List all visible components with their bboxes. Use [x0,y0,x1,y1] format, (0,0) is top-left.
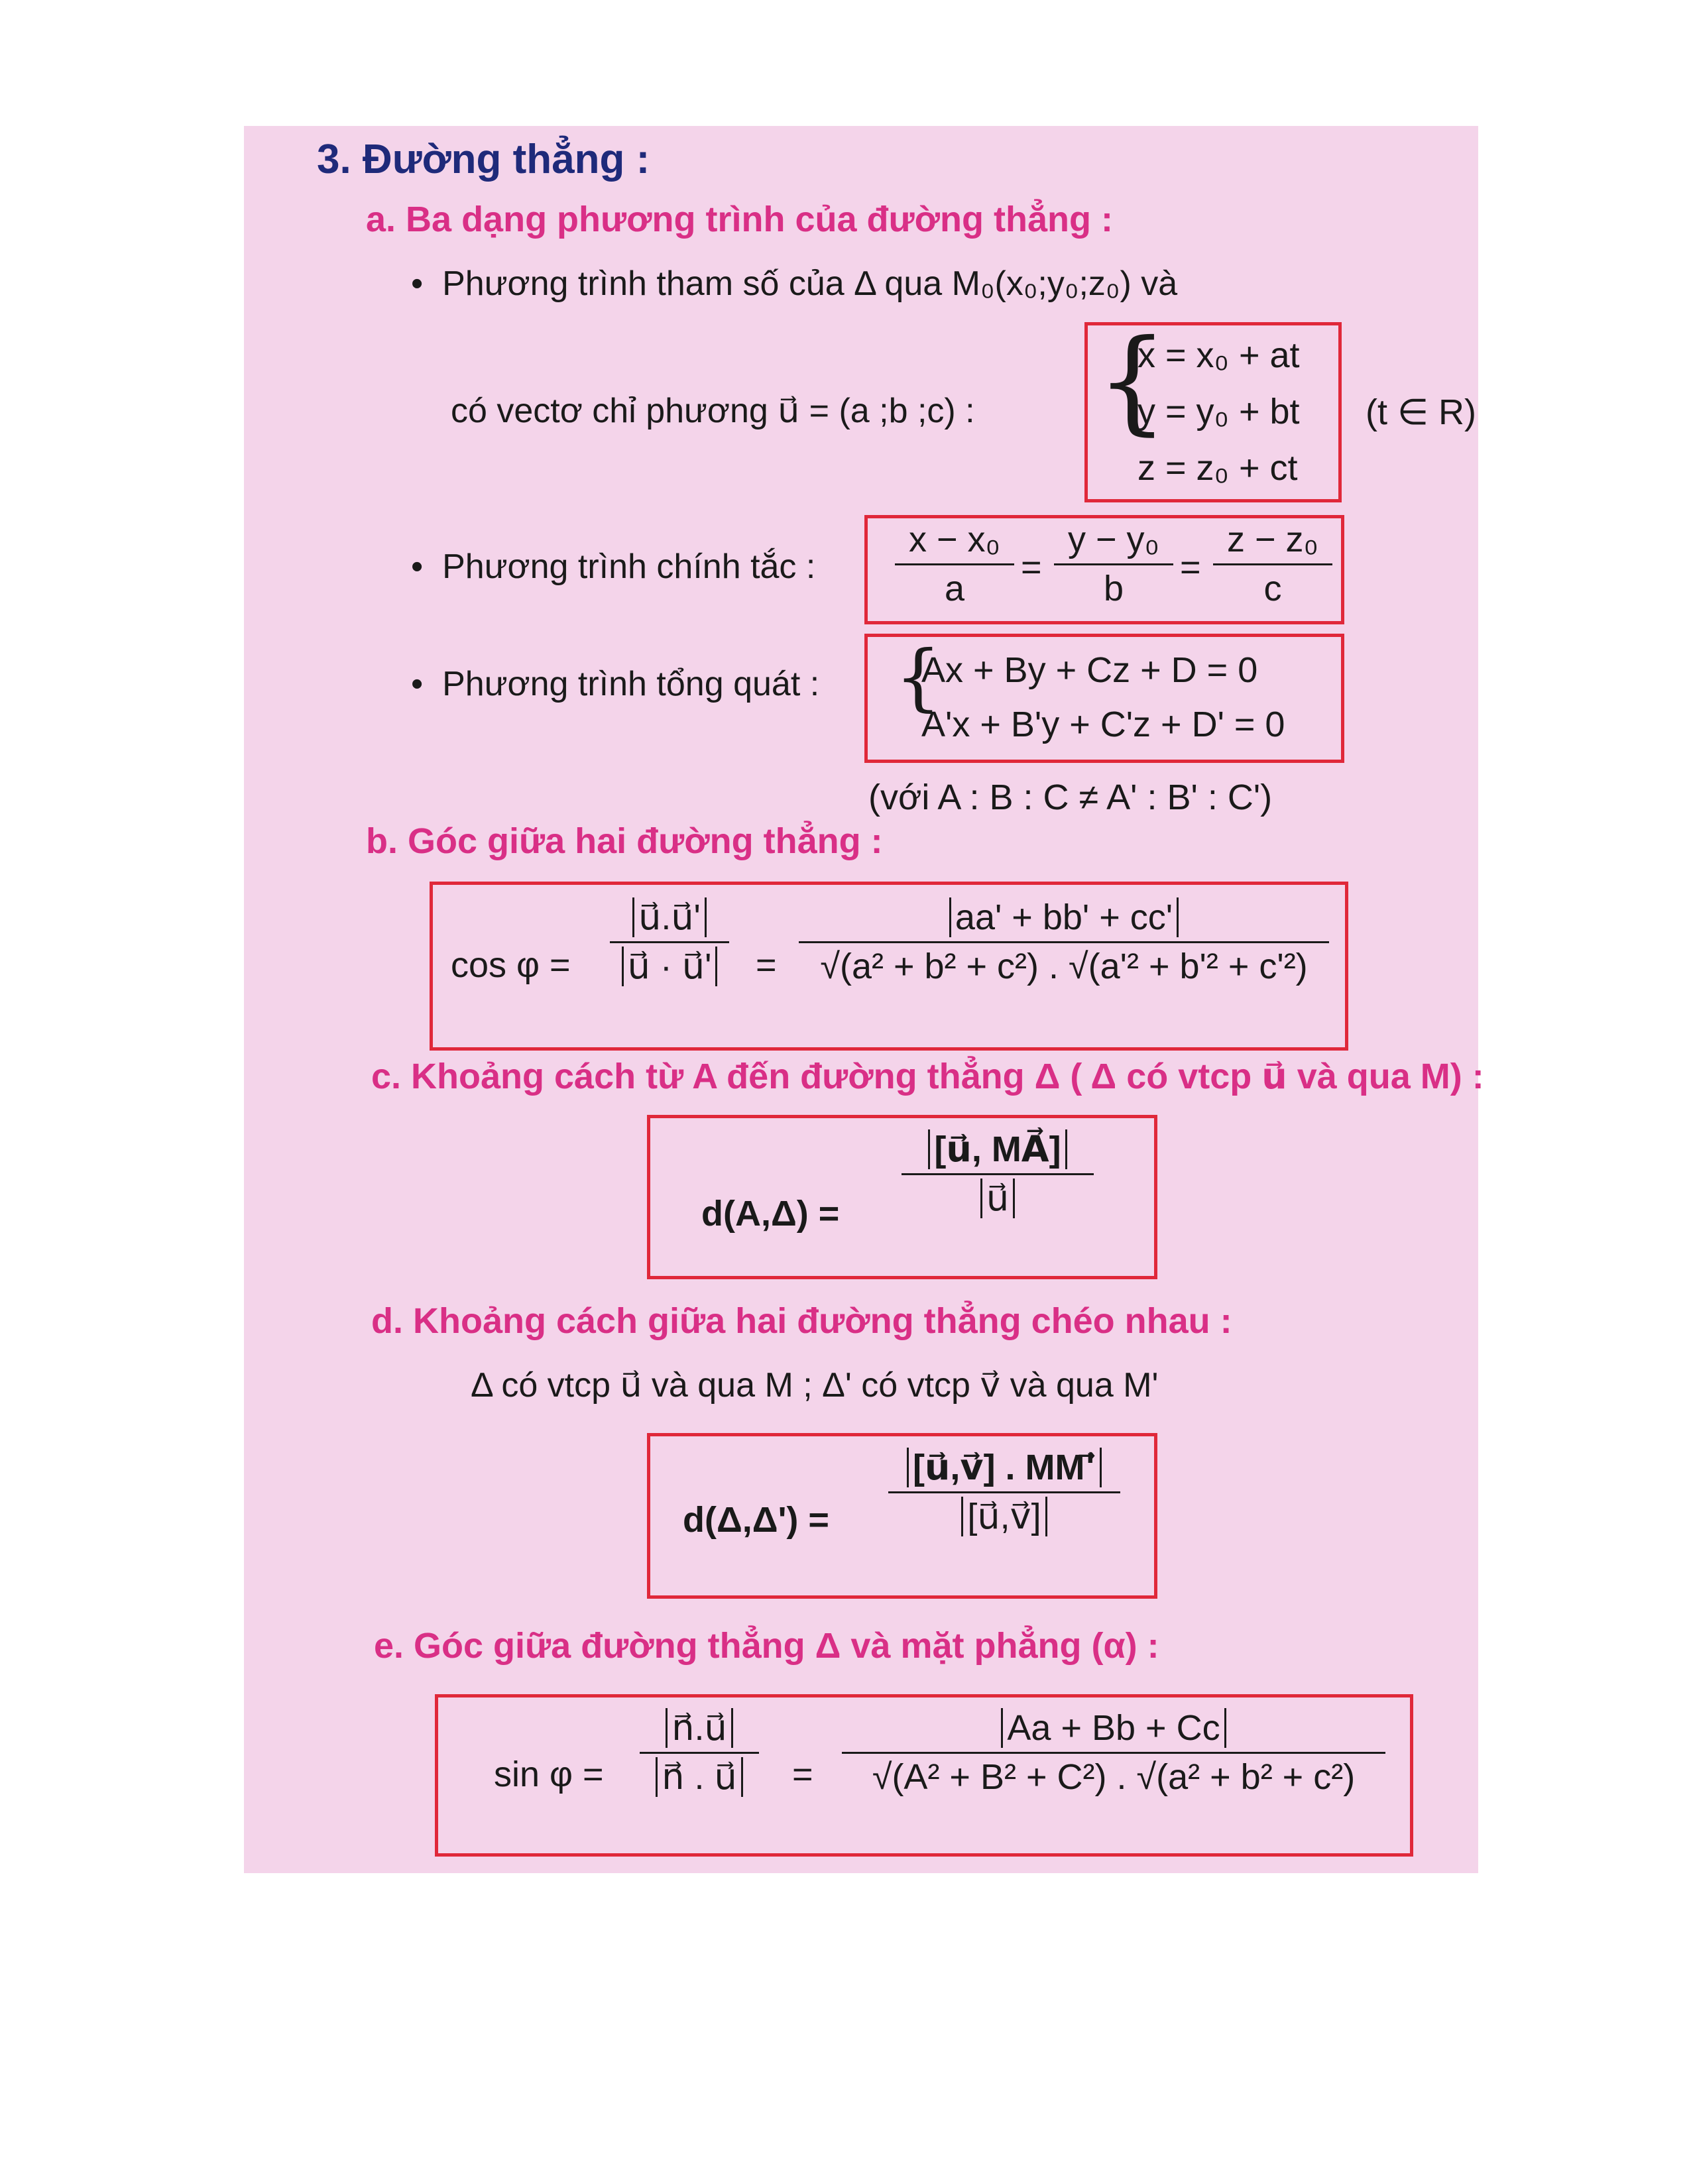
frac-den: u⃗ · u⃗' [622,947,718,986]
canonical-label-text: Phương trình chính tắc : [442,547,816,586]
cos-lhs: cos φ = [451,945,571,985]
frac-den: a [944,569,965,609]
frac-den: √(a² + b² + c²) . √(a'² + b'² + c'²) [820,947,1308,987]
param-eq-y: y = y₀ + bt [1137,392,1300,431]
general-label [411,664,819,704]
cos-frac-2 [799,898,1329,987]
heading-a: a. Ba dạng phương trình của đường thẳng : [366,200,1113,239]
frac-bar [895,563,1014,565]
sin-lhs: sin φ = [494,1754,604,1794]
frac-bar [1054,563,1173,565]
param-intro [411,264,1177,304]
frac-num: n⃗.u⃗ [666,1708,732,1748]
param-label: có vectơ chỉ phương u⃗ = (a ;b ;c) : [451,392,975,430]
cos-eq: = [756,945,777,985]
canonical-frac-x [895,520,1014,609]
frac-num: z − z₀ [1227,520,1318,559]
frac-bar [902,1173,1094,1175]
bullet-icon: • [411,665,443,703]
canonical-label [411,547,815,587]
sin-frac-2 [842,1709,1385,1798]
canonical-frac-z [1213,520,1332,609]
frac-bar [842,1752,1385,1754]
frac-num: y − y₀ [1068,520,1159,559]
frac-den: √(A² + B² + C²) . √(a² + b² + c²) [872,1757,1356,1798]
frac-bar [888,1491,1120,1493]
frac-den: u⃗ [980,1178,1015,1218]
general-eq-1: Ax + By + Cz + D = 0 [921,650,1258,690]
frac-num: aa' + bb' + cc' [949,897,1179,937]
param-eq-z: z = z₀ + ct [1137,448,1298,488]
frac-num: [u⃗,v⃗] . MM'⃗ [907,1448,1102,1487]
heading-b: b. Góc giữa hai đường thẳng : [366,821,883,861]
distance-skew-lhs: d(Δ,Δ') = [683,1500,829,1540]
skew-lines-desc: Δ có vtcp u⃗ và qua M ; Δ' có vtcp v⃗ và qua M' [471,1366,1159,1405]
sin-eq: = [792,1754,813,1794]
param-intro-text: Phương trình tham số của Δ qua M₀(x₀;y₀;z₀) và [442,264,1178,303]
frac-num: Aa + Bb + Cc [1001,1708,1226,1748]
sin-frac-1 [640,1709,759,1798]
heading-e: e. Góc giữa đường thẳng Δ và mặt phẳng (α) : [374,1626,1159,1666]
canonical-frac-y [1054,520,1173,609]
section-title: 3. Đường thẳng : [317,137,650,182]
bullet-icon: • [411,547,443,586]
bullet-icon: • [411,264,443,303]
heading-d: d. Khoảng cách giữa hai đường thẳng chéo nhau : [371,1301,1232,1341]
distance-point-frac [902,1130,1094,1219]
frac-bar [799,941,1329,943]
frac-den: c [1263,569,1282,609]
canonical-eq-2: = [1180,547,1201,587]
cos-frac-1 [610,898,729,987]
frac-num: x − x₀ [909,520,1000,559]
distance-point-lhs: d(A,Δ) = [701,1194,840,1234]
general-condition: (với A : B : C ≠ A' : B' : C') [868,777,1273,817]
frac-den: b [1103,569,1124,609]
frac-bar [640,1752,759,1754]
left-brace-icon: { [1096,316,1169,447]
frac-num: u⃗.u⃗' [632,897,707,937]
canonical-eq-1: = [1021,547,1042,587]
frac-bar [1213,563,1332,565]
frac-bar [610,941,729,943]
general-eq-2: A'x + B'y + C'z + D' = 0 [921,705,1285,744]
param-domain: (t ∈ R) [1366,392,1477,432]
left-brace-icon: { [895,634,941,719]
frac-den: [u⃗,v⃗] [961,1497,1047,1536]
param-eq-x: x = x₀ + at [1137,335,1300,375]
general-label-text: Phương trình tổng quát : [442,665,820,703]
frac-num: [u⃗, MA⃗] [928,1129,1067,1169]
frac-den: n⃗ . u⃗ [656,1757,742,1797]
distance-skew-frac [888,1448,1120,1537]
heading-c: c. Khoảng cách từ A đến đường thẳng Δ ( Δ có vtcp u⃗ và qua M) : [371,1057,1484,1096]
